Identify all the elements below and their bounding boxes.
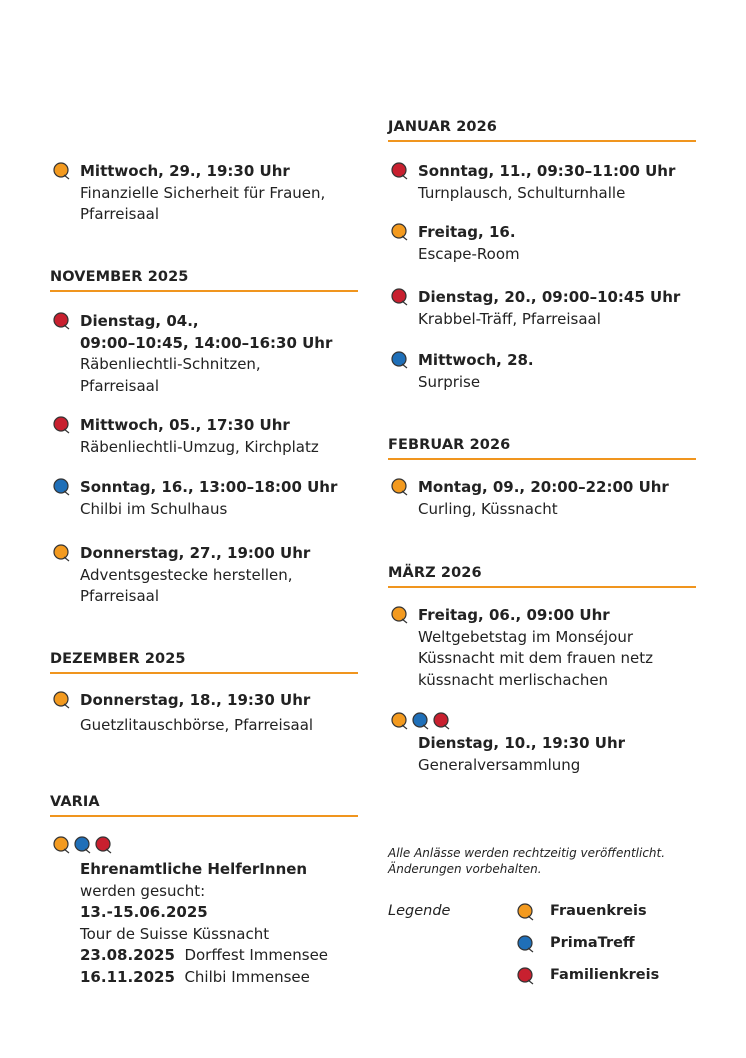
varia-event: Chilbi Immensee [184, 967, 310, 986]
frauenkreis-icon [390, 605, 407, 622]
category-icons [52, 835, 115, 855]
event-line: Generalversammlung [418, 755, 581, 774]
familienkreis-icon [516, 966, 533, 983]
primatreff-icon [52, 477, 69, 494]
event-title: Donnerstag, 18., 19:30 Uhr [80, 691, 311, 709]
familienkreis-icon [52, 415, 69, 432]
event-line: Krabbel-Träff, Pfarreisaal [418, 309, 601, 328]
event-line: Surprise [418, 372, 481, 391]
event-line: Räbenliechtli-Schnitzen, [80, 355, 261, 373]
familienkreis-icon [52, 311, 69, 328]
frauenkreis-icon [390, 477, 407, 494]
familienkreis-icon [94, 835, 111, 852]
frauenkreis-icon [52, 543, 69, 560]
event-title: Dienstag, 20., 09:00–10:45 Uhr [418, 288, 681, 306]
event-title: Donnerstag, 27., 19:00 Uhr [80, 544, 311, 562]
varia-date-line [80, 945, 370, 967]
event-line: Turnplausch, Schulturnhalle [418, 183, 626, 202]
event-line: Pfarreisaal [80, 376, 160, 395]
event-line: Escape-Room [418, 244, 520, 263]
event-line: Chilbi im Schulhaus [80, 499, 228, 518]
event-title: Sonntag, 16., 13:00–18:00 Uhr [80, 478, 338, 496]
varia-title: Ehrenamtliche HelferInnen [80, 860, 308, 878]
event-title: Sonntag, 11., 09:30–11:00 Uhr [418, 162, 676, 180]
event-line: Weltgebetstag im Monséjour [418, 627, 634, 646]
familienkreis-icon [432, 711, 449, 728]
event-title: Freitag, 16. [418, 223, 516, 241]
event-line: Guetzlitauschbörse, Pfarreisaal [80, 715, 314, 734]
legend-item-frauenkreis [516, 902, 716, 922]
section-heading-februar: FEBRUAR 2026 [388, 436, 696, 460]
event-line: Küssnacht mit dem frauen netz [418, 649, 654, 667]
disclaimer-note [388, 845, 708, 877]
section-heading-maerz: MÄRZ 2026 [388, 564, 696, 588]
legend-item-label: Frauenkreis [550, 903, 647, 919]
varia-date: 16.11.2025 [80, 967, 175, 986]
frauenkreis-icon [516, 902, 533, 919]
frauenkreis-icon [52, 690, 69, 707]
frauenkreis-icon [52, 161, 69, 178]
primatreff-icon [390, 350, 407, 367]
event-title-times: 09:00–10:45, 14:00–16:30 Uhr [80, 333, 333, 352]
varia-date-line [80, 967, 370, 989]
primatreff-icon [73, 835, 90, 852]
legend-item-familienkreis [516, 966, 716, 986]
left-column [50, 0, 360, 1058]
frauenkreis-icon [390, 222, 407, 239]
legend-label: Legende [388, 903, 451, 919]
primatreff-icon [411, 711, 428, 728]
event-line: Adventsgestecke herstellen, [80, 565, 293, 584]
frauenkreis-icon [52, 835, 69, 852]
event-title: Mittwoch, 28. [418, 351, 534, 369]
legend-item-primatreff [516, 934, 716, 954]
event-line: Pfarreisaal [80, 205, 160, 223]
note-line: Alle Anlässe werden rechtzeitig veröffentlicht. [388, 846, 666, 860]
frauenkreis-icon [390, 711, 407, 728]
familienkreis-icon [390, 161, 407, 178]
section-heading-november: NOVEMBER 2025 [50, 268, 358, 292]
event-title: Mittwoch, 05., 17:30 Uhr [80, 416, 290, 434]
event-title: Montag, 09., 20:00–22:00 Uhr [418, 478, 669, 496]
right-column [388, 0, 698, 1058]
event-title: Dienstag, 04., [80, 312, 199, 330]
varia-line: werden gesucht: [80, 881, 206, 900]
legend-item-label: Familienkreis [550, 967, 660, 983]
varia-event: Dorffest Immensee [184, 946, 329, 964]
event-line: Finanzielle Sicherheit für Frauen, [80, 183, 326, 202]
section-heading-januar: JANUAR 2026 [388, 118, 696, 142]
event-title: Dienstag, 10., 19:30 Uhr [418, 734, 626, 752]
primatreff-icon [516, 934, 533, 951]
section-heading-dezember: DEZEMBER 2025 [50, 650, 358, 674]
event-line: küssnacht merlischachen [418, 670, 609, 689]
event-title: Mittwoch, 29., 19:30 Uhr [80, 162, 290, 180]
event-title: Freitag, 06., 09:00 Uhr [418, 606, 610, 624]
note-line: Änderungen vorbehalten. [388, 862, 542, 876]
varia-date: 23.08.2025 [80, 946, 175, 964]
event-line: Räbenliechtli-Umzug, Kirchplatz [80, 437, 319, 456]
varia-date: 13.-15.06.2025 [80, 903, 208, 921]
legend-item-label: PrimaTreff [550, 935, 635, 951]
section-heading-varia: VARIA [50, 793, 358, 817]
event-line: Pfarreisaal [80, 587, 160, 605]
varia-line: Tour de Suisse Küssnacht [80, 924, 270, 943]
event-line: Curling, Küssnacht [418, 499, 558, 518]
familienkreis-icon [390, 287, 407, 304]
category-icons [390, 711, 453, 731]
